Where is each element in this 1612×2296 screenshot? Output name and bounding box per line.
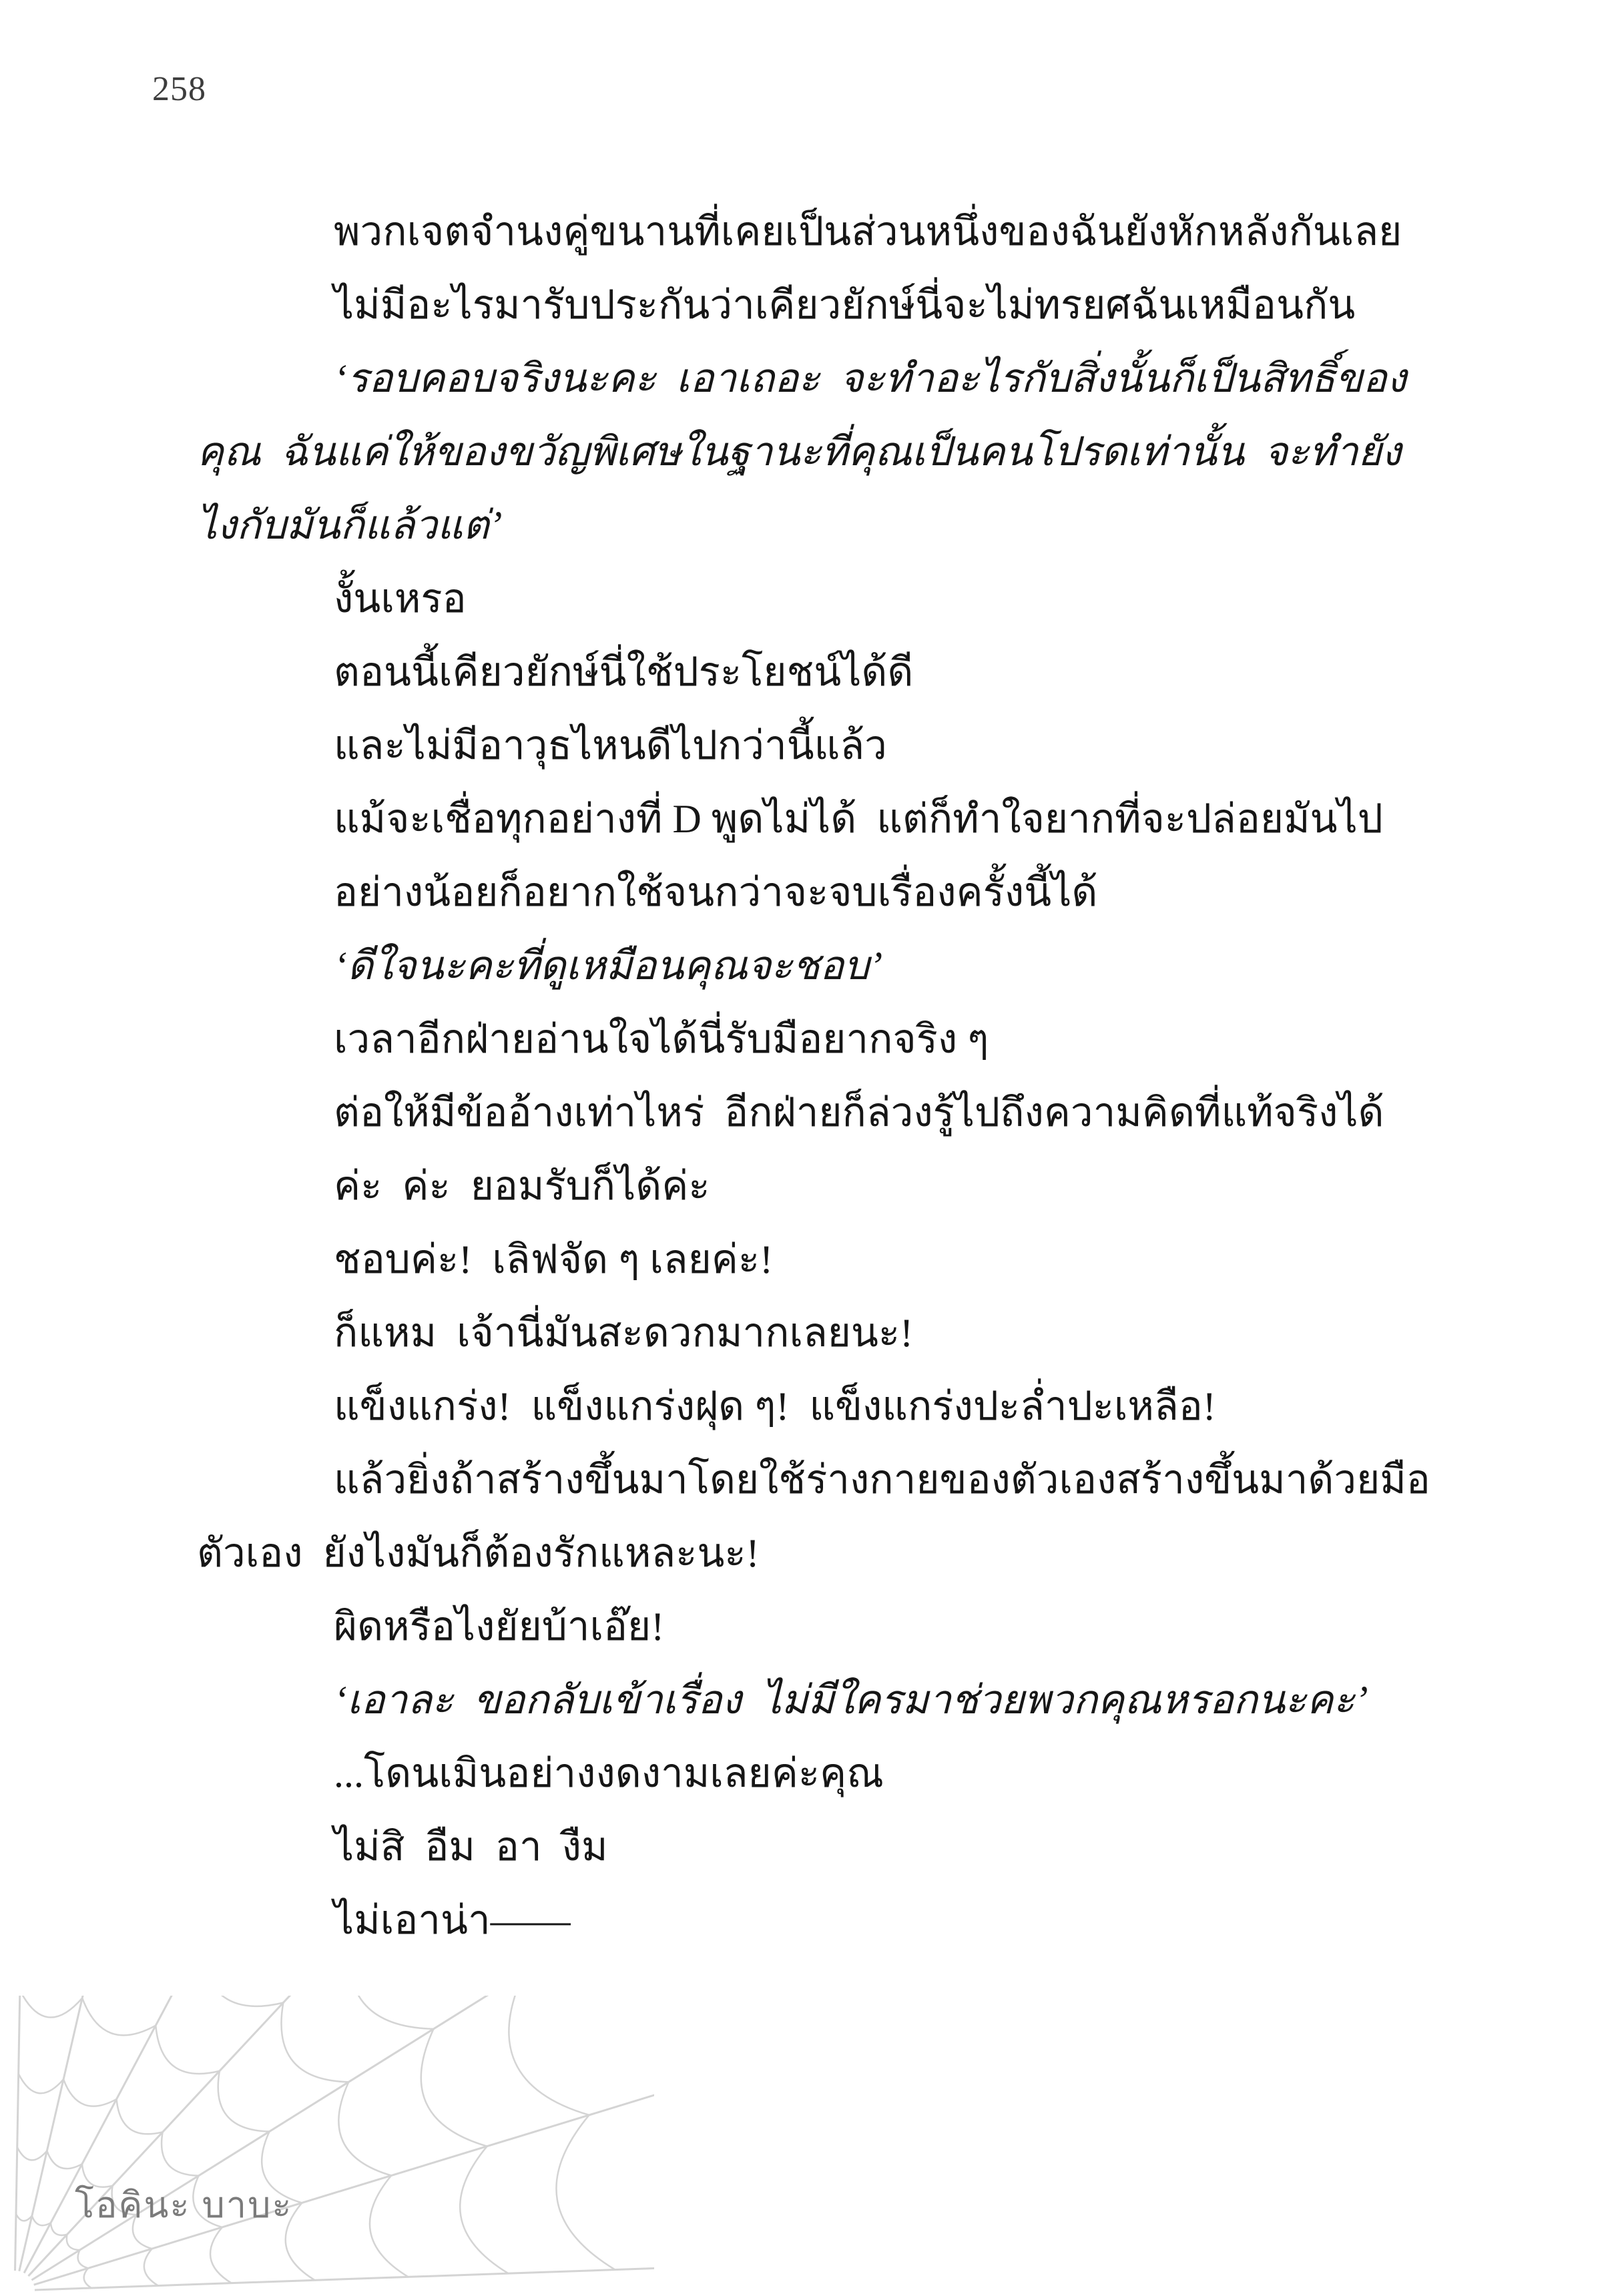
quote-paragraph: ‘ดีใจนะคะที่ดูเหมือนคุณจะชอบ’: [334, 944, 883, 988]
paragraph: พวกเจตจำนงคู่ขนานที่เคยเป็นส่วนหนึ่งของฉันยังหักหลังกันเลย: [334, 210, 1402, 254]
paragraph: งั้นเหรอ: [334, 577, 467, 621]
spider-web-icon: [0, 1996, 654, 2296]
paragraph: ก็แหม เจ้านี่มันสะดวกมากเลยนะ!: [334, 1311, 914, 1355]
quote-paragraph: ‘รอบคอบจริงนะคะ เอาเถอะ จะทำอะไรกับสิ่งนั้นก็เป็นสิทธิ์ของคุณ ฉันแค่ให้ของขวัญพิเศษในฐานะที่คุณเป็นคนโปรดเท่านั้น จะทำยังไงกับมันก็แล้วแต่’: [197, 356, 1406, 547]
paragraph: แล้วยิ่งถ้าสร้างขึ้นมาโดยใช้ร่างกายของตัวเองสร้างขึ้นมาด้วยมือตัวเอง ยังไงมันก็ต้องรักแหละนะ!: [197, 1458, 1430, 1575]
paragraph: ไม่เอาน่า——: [334, 1898, 571, 1942]
footer-author-name: โอคินะ บาบะ: [75, 2185, 293, 2225]
paragraph: ต่อให้มีข้ออ้างเท่าไหร่ อีกฝ่ายก็ล่วงรู้ไปถึงความคิดที่แท้จริงได้: [334, 1091, 1384, 1135]
quote-paragraph: ‘เอาละ ขอกลับเข้าเรื่อง ไม่มีใครมาช่วยพวกคุณหรอกนะคะ’: [334, 1678, 1368, 1722]
paragraph: ผิดหรือไงยัยบ้าเอ๊ย!: [334, 1605, 665, 1649]
paragraph: ไม่สิ อืม อา งืม: [334, 1825, 608, 1869]
paragraph: อย่างน้อยก็อยากใช้จนกว่าจะจบเรื่องครั้งนี้ได้: [334, 870, 1098, 914]
paragraph: ...โดนเมินอย่างงดงามเลยค่ะคุณ: [334, 1751, 884, 1795]
paragraph: และไม่มีอาวุธไหนดีไปกว่านี้แล้ว: [334, 724, 887, 768]
text-block: [197, 195, 1432, 1957]
paragraph: เวลาอีกฝ่ายอ่านใจได้นี่รับมือยากจริง ๆ: [334, 1017, 989, 1061]
page-number: 258: [152, 70, 206, 108]
paragraph: ตอนนี้เคียวยักษ์นี่ใช้ประโยชน์ได้ดี: [334, 650, 914, 694]
paragraph: ไม่มีอะไรมารับประกันว่าเคียวยักษ์นี่จะไม่ทรยศฉันเหมือนกัน: [334, 283, 1356, 327]
paragraph: ค่ะ ค่ะ ยอมรับก็ได้ค่ะ: [334, 1164, 710, 1208]
paragraph: ชอบค่ะ! เลิฟจัด ๆ เลยค่ะ!: [334, 1237, 774, 1281]
paragraph: แข็งแกร่ง! แข็งแกร่งฝุด ๆ! แข็งแกร่งปะล่ำปะเหลือ!: [334, 1384, 1216, 1428]
paragraph: แม้จะเชื่อทุกอย่างที่ D พูดไม่ได้ แต่ก็ทำใจยากที่จะปล่อยมันไป: [334, 797, 1383, 841]
